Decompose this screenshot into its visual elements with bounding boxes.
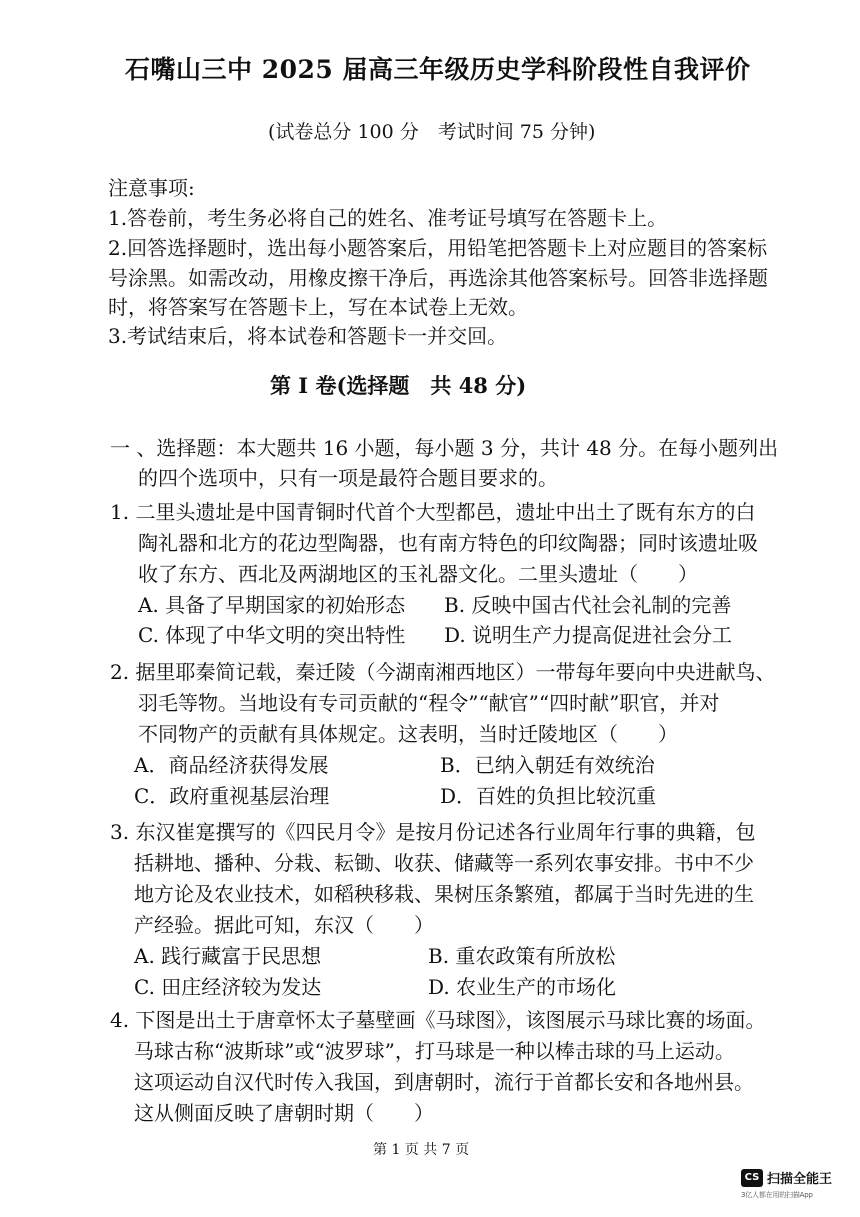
q3-line-1: 3. 东汉崔寔撰写的《四民月令》是按月份记述各行业周年行事的典籍，包 (110, 820, 756, 844)
q4-line-2: 马球古称“波斯球”或“波罗球”，打马球是一种以棒击球的马上运动。 (134, 1039, 735, 1063)
notes-heading: 注意事项: (108, 176, 195, 200)
q3-line-3: 地方论及农业技术，如稻秧移栽、果树压条繁殖，都属于当时先进的生 (134, 882, 754, 906)
notes-line-2a: 2.回答选择题时，选出每小题答案后，用铅笔把答题卡上对应题目的答案标 (108, 236, 768, 260)
q2-option-c: C．政府重视基层治理 (134, 784, 330, 808)
q1-option-d: D. 说明生产力提高促进社会分工 (444, 623, 733, 647)
q4-line-1: 4. 下图是出土于唐章怀太子墓壁画《马球图》，该图展示马球比赛的场面。 (110, 1008, 766, 1032)
scanner-tagline: 3亿人都在用的扫描App (741, 1191, 813, 1199)
q2-option-a: A．商品经济获得发展 (134, 753, 329, 777)
q3-line-2: 括耕地、播种、分栽、耘锄、收获、储藏等一系列农事安排。书中不少 (134, 851, 754, 875)
notes-line-2c: 时，将答案写在答题卡上，写在本试卷上无效。 (108, 295, 528, 319)
scanner-logo-icon: CS (741, 1169, 763, 1187)
scanner-watermark (741, 1168, 841, 1200)
q2-line-3: 不同物产的贡献有具体规定。这表明，当时迁陵地区（ ） (138, 722, 678, 746)
q1-option-c: C. 体现了中华文明的突出特性 (138, 623, 406, 647)
q3-option-d: D. 农业生产的市场化 (428, 975, 617, 999)
q1-option-a: A. 具备了早期国家的初始形态 (138, 593, 406, 617)
q3-option-a: A. 践行藏富于民思想 (134, 944, 322, 968)
section-intro-a: 一 、选择题：本大题共 16 小题，每小题 3 分，共计 48 分。在每小题列出 (110, 436, 779, 460)
q3-option-c: C. 田庄经济较为发达 (134, 975, 322, 999)
q1-line-1: 1. 二里头遗址是中国青铜时代首个大型都邑，遗址中出土了既有东方的白 (110, 500, 756, 524)
notes-line-1: 1.答卷前，考生务必将自己的姓名、准考证号填写在答题卡上。 (108, 206, 668, 230)
q2-option-b: B．已纳入朝廷有效统治 (440, 753, 655, 777)
section-title: 第 Ⅰ 卷(选择题 共 48 分) (270, 373, 527, 398)
q1-line-2: 陶礼器和北方的花边型陶器，也有南方特色的印纹陶器；同时该遗址吸 (138, 531, 758, 555)
q4-line-3: 这项运动自汉代时传入我国，到唐朝时，流行于首都长安和各地州县。 (134, 1070, 754, 1094)
q2-line-1: 2. 据里耶秦简记载，秦迁陵（今湖南湘西地区）一带每年要向中央进献鸟、 (110, 660, 776, 684)
scanner-app-name: 扫描全能王 (767, 1172, 833, 1187)
q4-line-4: 这从侧面反映了唐朝时期（ ） (134, 1101, 434, 1125)
section-intro-b: 的四个选项中，只有一项是最符合题目要求的。 (138, 466, 558, 490)
page-footer: 第 1 页 共 7 页 (373, 1142, 470, 1158)
q3-option-b: B. 重农政策有所放松 (428, 944, 616, 968)
exam-title: 石嘴山三中 2025 届高三年级历史学科阶段性自我评价 (125, 55, 751, 84)
q2-line-2: 羽毛等物。当地设有专司贡献的“程令”“献官”“四时献”职官，并对 (138, 691, 720, 715)
q2-option-d: D．百姓的负担比较沉重 (440, 784, 657, 808)
notes-line-3: 3.考试结束后，将本试卷和答题卡一并交回。 (108, 324, 508, 348)
q1-option-b: B. 反映中国古代社会礼制的完善 (444, 593, 732, 617)
q1-line-3: 收了东方、西北及两湖地区的玉礼器文化。二里头遗址（ ） (138, 562, 698, 586)
q3-line-4: 产经验。据此可知，东汉（ ） (134, 913, 434, 937)
exam-subtitle: (试卷总分 100 分 考试时间 75 分钟) (268, 121, 596, 143)
notes-line-2b: 号涂黑。如需改动，用橡皮擦干净后，再选涂其他答案标号。回答非选择题 (108, 266, 768, 290)
